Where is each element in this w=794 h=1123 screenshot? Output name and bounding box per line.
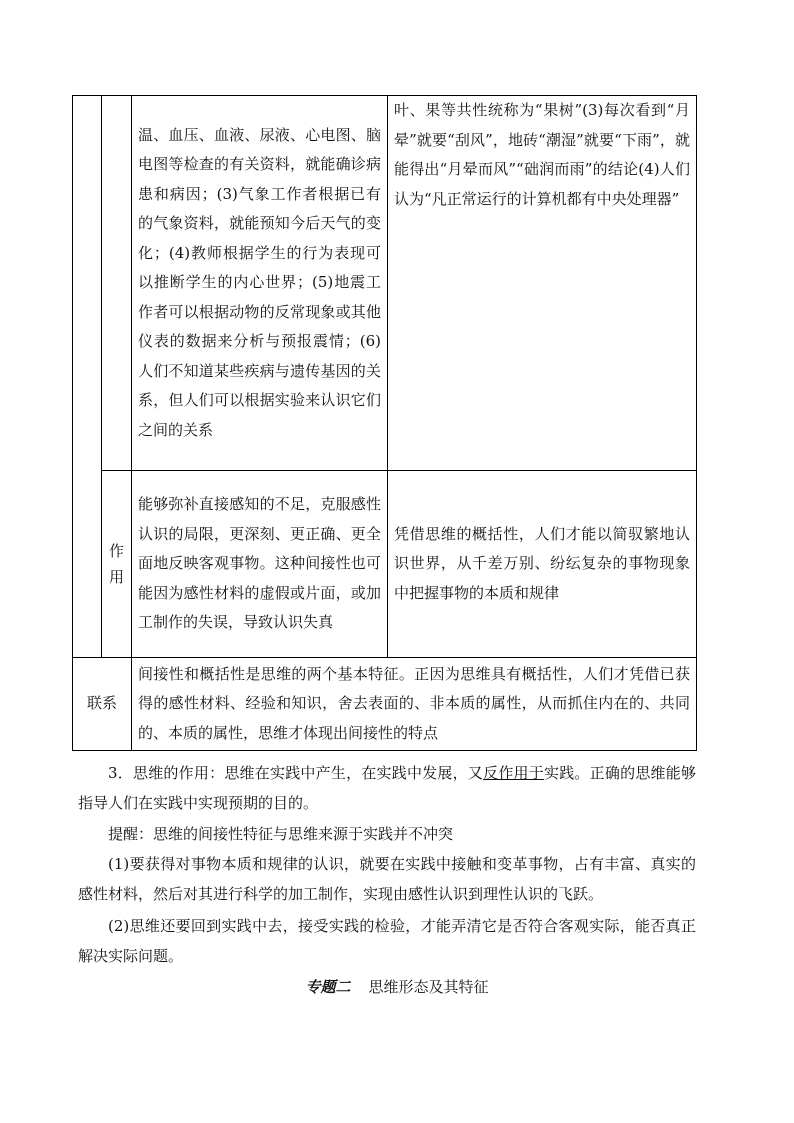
reminder-item-2: (2)思维还要回到实践中去，接受实践的检验，才能弄清它是否符合客观实际，能否真正解决实际问题。	[78, 917, 696, 965]
section-heading-title: 思维形态及其特征	[368, 978, 489, 996]
function-label-top: 作	[108, 542, 124, 560]
point-3-suffix: 实践。正确的思维能够指导人们在实践中实现预期的目的。	[78, 764, 696, 812]
reminder-paragraph: 提醒：思维的间接性特征与思维来源于实践并不冲突	[108, 825, 454, 843]
point-3-prefix: 3．思维的作用：思维在实践中产生，在实践中发展，又	[108, 764, 484, 782]
indirectness-function-cell: 能够弥补直接感知的不足，克服感性认识的局限，更深刻、更正确、更全面地反映客观事物。这种间接性也可能因为感性材料的虚假或片面，或加工制作的失误，导致认识失真	[132, 471, 388, 658]
function-label-bottom: 用	[108, 568, 124, 586]
relation-label-cell: 联系	[73, 658, 132, 751]
table-left-cell	[73, 96, 102, 658]
thinking-features-table	[72, 95, 697, 751]
point-3-underlined: 反作用于	[483, 764, 544, 782]
section-heading	[0, 976, 794, 997]
reminder-item-1: (1)要获得对事物本质和规律的认识，就要在实践中接触和变革事物，占有丰富、真实的感性材料，然后对其进行科学的加工制作，实现由感性认识到理性认识的飞跃。	[78, 855, 696, 903]
function-label-cell	[102, 471, 132, 658]
table-row-relation	[73, 658, 697, 751]
relation-text-cell: 间接性和概括性是思维的两个基本特征。正因为思维具有概括性，人们才凭借已获得的感性材料、经验和知识，舍去表面的、非本质的属性，从而抓住内在的、共同的、本质的属性，思维才体现出间接性的特点	[132, 658, 697, 751]
table-row-examples	[73, 96, 697, 471]
point-3-paragraph	[78, 758, 696, 818]
table-label-cell-empty	[102, 96, 132, 471]
table-row-function	[73, 471, 697, 658]
generalization-examples-cell: 叶、果等共性统称为“果树”(3)每次看到“月晕”就要“刮风”，地砖“潮湿”就要“下雨”，就能得出“月晕而风”“础润而雨”的结论(4)人们认为“凡正常运行的计算机都有中央处理器”	[388, 96, 697, 471]
generalization-function-cell: 凭借思维的概括性，人们才能以简驭繁地认识世界，从千差万别、纷纭复杂的事物现象中把握事物的本质和规律	[388, 471, 697, 658]
section-heading-number: 专题二	[305, 978, 351, 996]
indirectness-examples-cell: 温、血压、血液、尿液、心电图、脑电图等检查的有关资料，就能确诊病患和病因；(3)气象工作者根据已有的气象资料，就能预知今后天气的变化；(4)教师根据学生的行为表现可以推断学生的内心世界；(5)地震工作者可以根据动物的反常现象或其他仪表的数据来分析与预报震情；(6)人们不知道某些疾病与遗传基因的关系，但人们可以根据实验来认识它们之间的关系	[132, 96, 388, 471]
